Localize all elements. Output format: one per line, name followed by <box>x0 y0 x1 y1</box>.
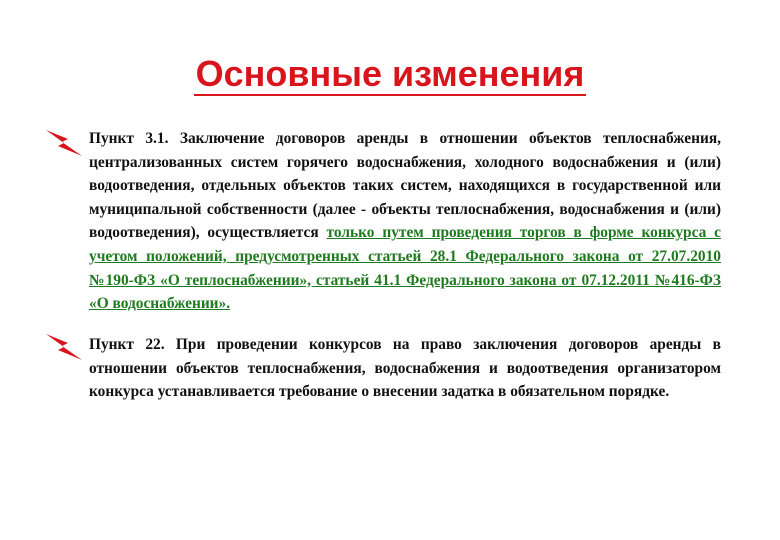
page-title <box>0 52 780 96</box>
page-title-text: Основные изменения <box>195 53 585 94</box>
lightning-bolt-icon <box>44 126 84 160</box>
paragraph-2-text: Пункт 22. При проведении конкурсов на право заключения договоров аренды в отношении объектов теплоснабжения, водоснабжения и водоотведения организатором конкурса устанавливается требование о внесении задатка в обязательном порядке. <box>89 336 721 401</box>
paragraph-1 <box>89 127 721 316</box>
paragraph-1-text: Пункт 3.1. Заключение договоров аренды в отношении объектов теплоснабжения, централизованных систем горячего водоснабжения, холодного водоснабжения и (или) водоотведения, отдельных объектов таких систем, находящихся в государственной или муниципальной собственности (далее - объекты теплоснабжения, водоснабжения и (или) водоотведения), осуществляется <box>89 130 721 242</box>
lightning-bolt-icon <box>44 330 84 364</box>
paragraph-1-highlight: только путем проведения торгов в форме конкурса с учетом положений, предусмотренных статьей 28.1 Федерального закона от 27.07.2010 №190-ФЗ «О теплоснабжении», статьей 41.1 Федерального закона от 07.12.2011 №416-ФЗ «О водоснабжении». <box>89 224 721 313</box>
paragraph-2 <box>89 333 721 404</box>
